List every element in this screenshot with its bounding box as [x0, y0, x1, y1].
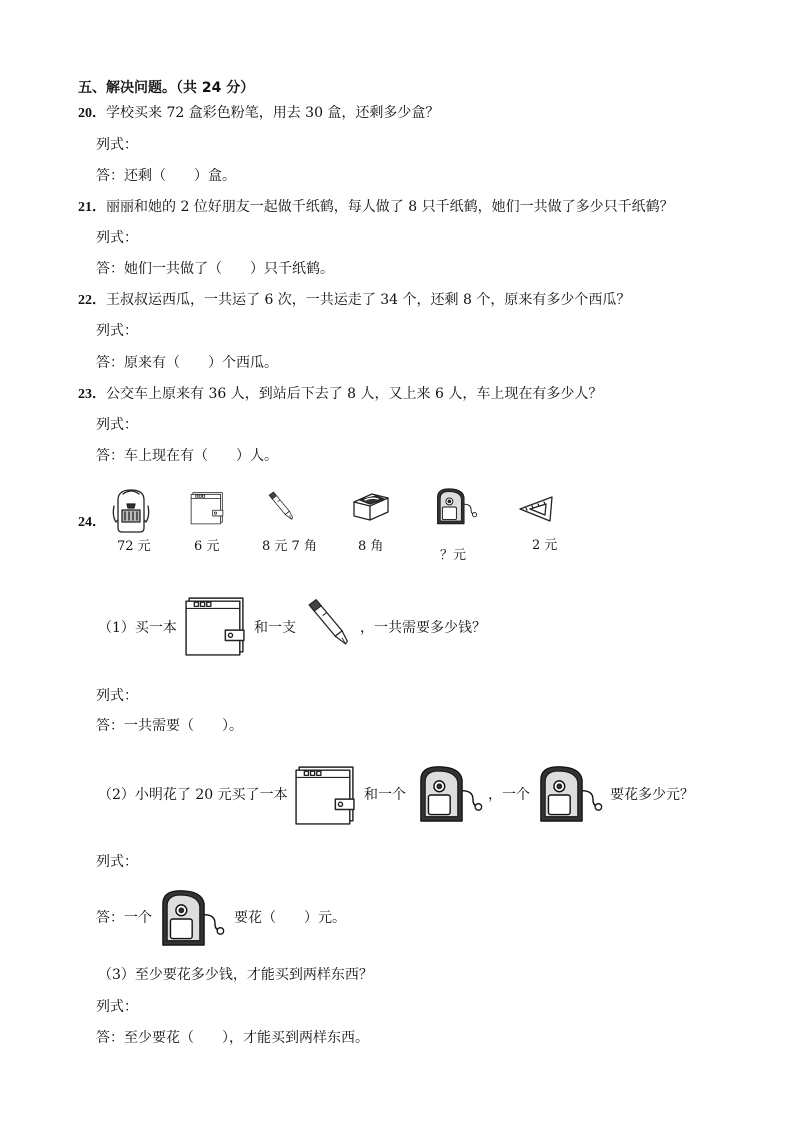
formula-label: 列式： [96, 323, 138, 339]
pencil-sharpener-icon [152, 886, 228, 952]
price-label: 6 元 [194, 539, 220, 554]
question-21 [78, 198, 674, 217]
price-label: ？元 [440, 548, 467, 563]
answer-line: 答：她们一共做了（ ）只千纸鹤。 [96, 261, 334, 277]
answer-line: 答：车上现在有（ ）人。 [96, 448, 278, 464]
part-3-label: （3）至少要花多少钱，才能买到两样东西？ [98, 967, 373, 983]
pencil-sharpener-icon [410, 762, 486, 828]
answer-line: 答：一共需要（ ）。 [96, 718, 243, 734]
price-label: 8 元 7 角 [262, 539, 317, 554]
answer-line: 答：还剩（ ）盒。 [96, 168, 236, 184]
triangle-ruler-icon [518, 495, 556, 523]
question-text: 学校买来 72 盒彩色粉笔，用去 30 盒，还剩多少盒？ [106, 105, 440, 121]
notebook-icon [184, 595, 246, 657]
part-2-label: （2）小明花了 20 元买了一本 [98, 787, 288, 803]
part-1-mid: 和一支 [254, 620, 296, 636]
formula-label: 列式： [96, 854, 138, 870]
question-number: 24． [78, 515, 106, 530]
formula-label: 列式： [96, 999, 138, 1015]
question-text: 公交车上原来有 36 人，到站后下去了 8 人，又上来 6 人，车上现在有多少人？ [106, 386, 603, 402]
section-title: 五、解决问题。（共 24 分） [78, 80, 255, 96]
question-number: 21． [78, 200, 106, 215]
pencil-sharpener-icon [430, 486, 480, 528]
eraser-icon [350, 490, 392, 524]
question-text: 丽丽和她的 2 位好朋友一起做千纸鹤，每人做了 8 只千纸鹤，她们一共做了多少只千纸鹤？ [106, 199, 674, 215]
question-number: 22． [78, 293, 106, 308]
price-label: 8 角 [358, 539, 384, 554]
formula-label: 列式： [96, 688, 138, 704]
notebook-icon [190, 490, 224, 526]
pencil-sharpener-icon [530, 762, 606, 828]
answer-line: 答：至少要花（ ），才能买到两样东西。 [96, 1030, 369, 1046]
answer-suffix: 要花（ ）元。 [234, 910, 346, 926]
question-22 [78, 291, 630, 310]
question-20 [78, 104, 439, 123]
question-text: 王叔叔运西瓜，一共运了 6 次，一共运走了 34 个，还剩 8 个，原来有多少个西瓜？ [106, 292, 631, 308]
formula-label: 列式： [96, 417, 138, 433]
answer-line: 答：原来有（ ）个西瓜。 [96, 355, 278, 371]
notebook-icon [294, 764, 356, 826]
fountain-pen-icon [266, 489, 298, 525]
question-number: 23． [78, 387, 106, 402]
part-1-label: （1）买一本 [98, 620, 177, 636]
price-label: 2 元 [532, 538, 558, 553]
question-23 [78, 385, 602, 404]
answer-prefix: 答：一个 [96, 910, 152, 926]
question-number: 20． [78, 106, 106, 121]
part-2-mid2: ，一个 [488, 787, 530, 803]
price-label: 72 元 [117, 539, 151, 554]
part-2-mid: 和一个 [364, 787, 406, 803]
formula-label: 列式： [96, 137, 138, 153]
fountain-pen-icon [304, 597, 356, 651]
backpack-icon [110, 488, 152, 534]
part-1-end: ，一共需要多少钱？ [360, 620, 486, 636]
part-2-end: 要花多少元？ [610, 787, 694, 803]
formula-label: 列式： [96, 230, 138, 246]
